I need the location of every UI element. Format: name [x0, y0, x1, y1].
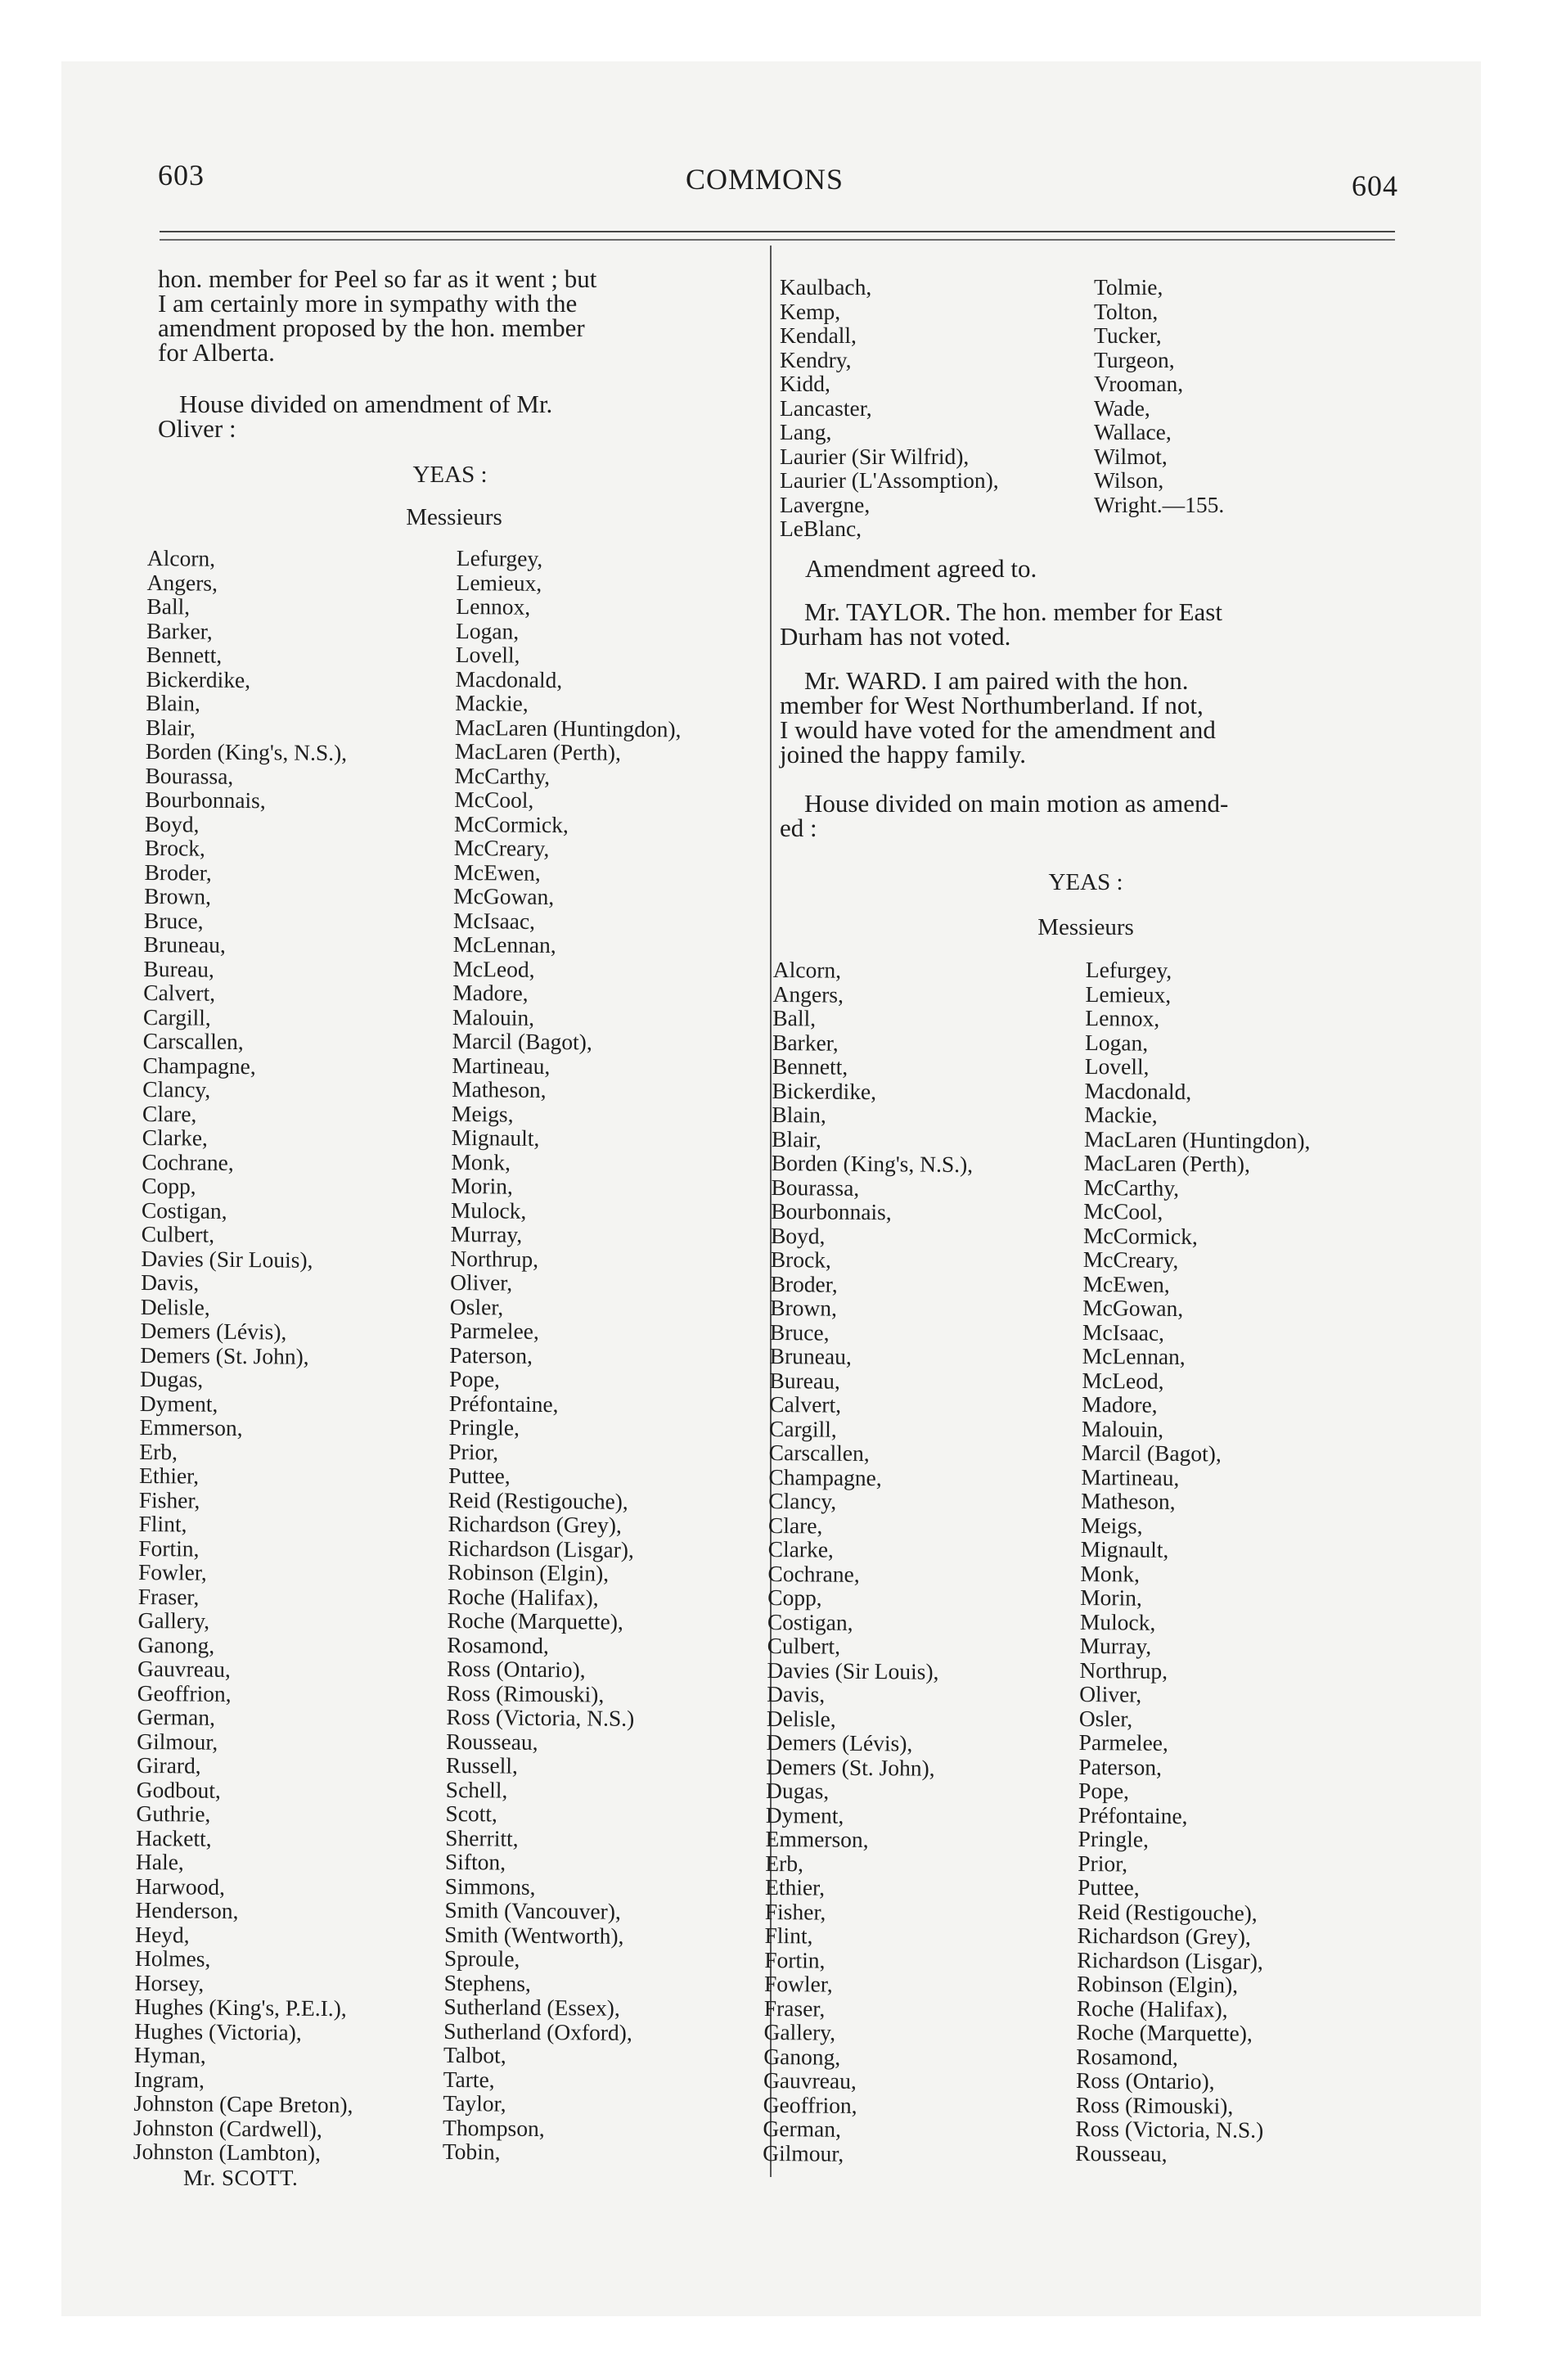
- member-name: Gallery,: [763, 2018, 836, 2045]
- member-name: Gilmour,: [137, 1728, 218, 1755]
- member-name: Schell,: [445, 1776, 508, 1803]
- member-name: Heyd,: [135, 1921, 190, 1948]
- member-name: Clarke,: [142, 1124, 209, 1151]
- yeas-list-col-b: [443, 546, 683, 2166]
- member-name: Roche (Halifax),: [1076, 1995, 1228, 2022]
- member-name: Lemieux,: [1085, 980, 1172, 1007]
- member-name: Morin,: [1080, 1584, 1142, 1611]
- member-name: Johnston (Cape Breton),: [133, 2089, 353, 2118]
- member-name: Rosamond,: [447, 1631, 549, 1658]
- member-name: Paterson,: [449, 1341, 533, 1368]
- member-name: Matheson,: [452, 1075, 547, 1102]
- member-name: Godbout,: [136, 1776, 222, 1803]
- member-name: Lovell,: [455, 641, 520, 668]
- member-name: Ross (Ontario),: [1075, 2067, 1215, 2094]
- paragraph-line: House divided on main motion as amend-: [804, 789, 1229, 818]
- member-name: Parmelee,: [449, 1317, 539, 1344]
- member-name: Cochrane,: [767, 1560, 860, 1587]
- member-name: Bennett,: [146, 641, 223, 668]
- member-name: Harwood,: [135, 1873, 226, 1900]
- header-rule-second: [160, 239, 1395, 241]
- member-name: Demers (Lévis),: [140, 1317, 287, 1345]
- member-name: McLeod,: [452, 955, 535, 982]
- yeas-continued-col-b: [1094, 275, 1224, 516]
- member-name: Logan,: [455, 617, 520, 644]
- member-name: McEwen,: [1082, 1270, 1170, 1297]
- member-name: Fraser,: [137, 1583, 200, 1610]
- member-name: Meigs,: [1080, 1512, 1143, 1539]
- member-name: Martineau,: [452, 1052, 551, 1079]
- member-name: Richardson (Grey),: [448, 1510, 623, 1538]
- member-name: Malouin,: [1081, 1415, 1164, 1442]
- page-number-right: 604: [1352, 169, 1398, 202]
- member-name: Dugas,: [765, 1777, 830, 1804]
- member-name: McCreary,: [1082, 1246, 1179, 1273]
- member-name: Vrooman,: [1094, 371, 1184, 396]
- member-name: Carscallen,: [142, 1027, 244, 1055]
- member-name: Dyment,: [765, 1801, 844, 1828]
- member-name: Richardson (Lisgar),: [1077, 1946, 1264, 1974]
- member-name: McGowan,: [453, 882, 555, 910]
- member-name: Madore,: [452, 979, 529, 1006]
- member-name: Bickerdike,: [146, 665, 251, 692]
- member-name: Marcil (Bagot),: [1081, 1439, 1222, 1467]
- member-name: Kendall,: [780, 322, 857, 348]
- member-name: Parmelee,: [1078, 1729, 1168, 1756]
- taylor-paragraph: [780, 597, 1397, 651]
- paragraph-line: joined the happy family.: [780, 740, 1027, 769]
- member-name: Guthrie,: [136, 1800, 211, 1827]
- member-name: Culbert,: [141, 1220, 215, 1247]
- member-name: Northrup,: [1079, 1657, 1168, 1684]
- member-name: Calvert,: [143, 979, 216, 1006]
- member-name: Scott,: [445, 1800, 498, 1827]
- member-name: Champagne,: [768, 1463, 882, 1490]
- member-name: McCool,: [454, 786, 534, 813]
- member-name: Puttee,: [448, 1462, 511, 1489]
- member-name: Brock,: [770, 1246, 832, 1273]
- member-name: Flint,: [764, 1922, 813, 1949]
- member-name: Lang,: [780, 419, 832, 444]
- member-name: McGowan,: [1082, 1294, 1184, 1322]
- member-name: Lennox,: [1085, 1004, 1160, 1031]
- member-name: Pringle,: [448, 1413, 520, 1440]
- member-name: Roche (Marquette),: [1076, 2018, 1253, 2046]
- member-name: LeBlanc,: [780, 516, 862, 541]
- page-number-left: 603: [158, 159, 205, 192]
- member-name: Barker,: [146, 617, 213, 644]
- member-name: Angers,: [772, 980, 844, 1007]
- member-name: Ganong,: [137, 1631, 215, 1658]
- member-name: Prior,: [1078, 1850, 1128, 1876]
- member-name: Marcil (Bagot),: [452, 1027, 592, 1055]
- member-name: Lennox,: [456, 593, 531, 620]
- member-name: McCormick,: [453, 810, 569, 837]
- member-name: Oliver,: [1079, 1680, 1142, 1707]
- paragraph-line: hon. member for Peel so far as it went ; but: [158, 264, 597, 293]
- member-name: Logan,: [1084, 1029, 1149, 1056]
- member-name: Costigan,: [767, 1608, 853, 1635]
- member-name: Kaulbach,: [780, 274, 872, 300]
- member-name: Kidd,: [780, 371, 830, 396]
- member-name: Erb,: [765, 1850, 804, 1876]
- member-name: Martineau,: [1081, 1463, 1180, 1490]
- member-name: Macdonald,: [455, 665, 563, 692]
- member-name: Holmes,: [134, 1945, 211, 1972]
- member-name: Wallace,: [1094, 419, 1172, 444]
- member-name: Boyd,: [144, 810, 200, 837]
- member-name: Bourassa,: [771, 1174, 860, 1201]
- paragraph-line: amendment proposed by the hon. member: [158, 313, 585, 342]
- member-name: Roche (Marquette),: [447, 1607, 624, 1634]
- member-name: Hale,: [135, 1848, 184, 1875]
- member-name: Sherritt,: [445, 1824, 519, 1851]
- ward-paragraph: [780, 666, 1397, 769]
- member-name: Champagne,: [142, 1052, 256, 1079]
- main-motion-yeas-col-a: [763, 958, 974, 2166]
- member-name: McCarthy,: [1083, 1174, 1180, 1201]
- amendment-agreed: Amendment agreed to.: [805, 554, 1037, 583]
- member-name: Sutherland (Essex),: [443, 1993, 620, 2021]
- member-name: Fraser,: [763, 1995, 826, 2022]
- member-name: Robinson (Elgin),: [447, 1558, 610, 1586]
- member-name: Broder,: [770, 1270, 838, 1297]
- member-name: Johnston (Lambton),: [133, 2138, 322, 2166]
- member-name: Gauvreau,: [763, 2067, 857, 2094]
- messieurs-heading: Messieurs: [406, 504, 502, 530]
- member-name: Bureau,: [769, 1367, 840, 1394]
- main-motion-yeas-col-b: [1075, 958, 1312, 2166]
- member-name: Ross (Victoria, N.S.): [1075, 2115, 1264, 2143]
- member-name: Turgeon,: [1094, 346, 1175, 372]
- member-name: Kemp,: [780, 298, 841, 324]
- member-name: Gilmour,: [763, 2139, 844, 2166]
- member-name: Brock,: [144, 834, 206, 861]
- member-name: Flint,: [138, 1510, 187, 1537]
- paragraph-line: Durham has not voted.: [780, 622, 1011, 651]
- member-name: German,: [763, 2115, 842, 2142]
- member-name: Blair,: [145, 714, 196, 741]
- member-name: Bruneau,: [769, 1342, 852, 1369]
- member-name: McLennan,: [452, 931, 556, 958]
- member-name: Mackie,: [455, 689, 529, 716]
- member-name: Clare,: [767, 1512, 823, 1539]
- member-name: Sutherland (Oxford),: [443, 2017, 632, 2045]
- member-name: Bourassa,: [145, 762, 234, 789]
- member-name: Costigan,: [141, 1197, 227, 1224]
- member-name: Calvert,: [769, 1391, 842, 1418]
- member-name: McLeod,: [1082, 1367, 1164, 1394]
- member-name: Ross (Rimouski),: [446, 1679, 605, 1707]
- member-name: Boyd,: [770, 1222, 826, 1249]
- member-name: Cargill,: [142, 1003, 211, 1030]
- member-name: Ross (Victoria, N.S.): [446, 1703, 635, 1731]
- member-name: Wright.—155.: [1094, 491, 1225, 517]
- member-name: Copp,: [142, 1172, 196, 1199]
- member-name: Rousseau,: [1075, 2139, 1168, 2166]
- member-name: MacLaren (Perth),: [454, 737, 622, 765]
- member-name: Reid (Restigouche),: [1077, 1898, 1258, 1926]
- member-name: Sifton,: [444, 1848, 506, 1875]
- member-name: Hyman,: [133, 2041, 206, 2068]
- member-name: Tucker,: [1094, 322, 1162, 348]
- member-name: Smith (Wentworth),: [444, 1921, 624, 1949]
- paragraph-line: Oliver :: [158, 414, 236, 443]
- member-name: Talbot,: [443, 2041, 506, 2068]
- member-name: Demers (St. John),: [766, 1753, 935, 1781]
- member-name: Macdonald,: [1084, 1077, 1192, 1104]
- yeas-list-col-a: [133, 546, 367, 2166]
- member-name: Horsey,: [134, 1969, 205, 1996]
- member-name: Clancy,: [142, 1075, 211, 1102]
- member-name: Laurier (L'Assomption),: [780, 467, 999, 493]
- paragraph-line: Mr. WARD. I am paired with the hon.: [804, 666, 1189, 695]
- member-name: Ethier,: [138, 1462, 200, 1489]
- member-name: Lovell,: [1084, 1053, 1150, 1080]
- member-name: Ross (Ontario),: [446, 1655, 586, 1683]
- member-name: Ball,: [146, 593, 191, 620]
- member-name: Davis,: [767, 1680, 826, 1707]
- member-name: Madore,: [1082, 1391, 1158, 1418]
- member-name: Davies (Sir Louis),: [141, 1245, 313, 1273]
- member-name: Oliver,: [450, 1269, 513, 1296]
- main-motion-paragraph: [780, 791, 1397, 841]
- member-name: Pringle,: [1078, 1825, 1150, 1852]
- member-name: Mulock,: [1079, 1608, 1156, 1635]
- member-name: Fisher,: [764, 1898, 826, 1925]
- member-name: Demers (Lévis),: [766, 1729, 913, 1756]
- member-name: Brown,: [144, 882, 212, 909]
- member-name: MacLaren (Huntingdon),: [1083, 1125, 1311, 1153]
- member-name: Lancaster,: [780, 394, 872, 421]
- member-name: Alcorn,: [146, 545, 216, 571]
- member-name: Lefurgey,: [456, 545, 543, 571]
- member-name: Cochrane,: [142, 1148, 234, 1175]
- yeas-heading-main-motion: YEAS :: [1048, 869, 1123, 895]
- member-name: MacLaren (Perth),: [1083, 1149, 1251, 1177]
- member-name: Monk,: [1080, 1560, 1141, 1587]
- yeas-continued-col-a: [780, 275, 999, 541]
- paragraph-line: member for West Northumberland. If not,: [780, 691, 1204, 719]
- member-name: Morin,: [451, 1172, 513, 1199]
- messieurs-heading-main-motion: Messieurs: [1037, 914, 1134, 940]
- member-name: Bruneau,: [143, 931, 226, 958]
- member-name: Bourbonnais,: [145, 786, 266, 814]
- signature-mr-scott: Mr. SCOTT.: [183, 2166, 299, 2190]
- member-name: Northrup,: [450, 1245, 539, 1272]
- member-name: McCreary,: [453, 834, 550, 862]
- member-name: Richardson (Lisgar),: [448, 1535, 635, 1562]
- member-name: Murray,: [1079, 1632, 1152, 1659]
- member-name: Lefurgey,: [1085, 957, 1172, 983]
- member-name: Borden (King's, N.S.),: [771, 1149, 974, 1178]
- member-name: Blain,: [772, 1101, 826, 1128]
- member-name: Fowler,: [763, 1970, 833, 1997]
- member-name: Meigs,: [451, 1100, 514, 1127]
- member-name: Taylor,: [443, 2089, 506, 2116]
- member-name: Borden (King's, N.S.),: [145, 737, 348, 766]
- member-name: Bickerdike,: [772, 1077, 877, 1104]
- paragraph-line: ed :: [780, 814, 817, 842]
- member-name: Rosamond,: [1076, 2043, 1178, 2070]
- yeas-heading: YEAS :: [412, 462, 488, 488]
- member-name: Sproule,: [443, 1945, 520, 1972]
- member-name: Reid (Restigouche),: [448, 1486, 628, 1514]
- member-name: Girard,: [136, 1751, 201, 1778]
- member-name: Fowler,: [137, 1558, 207, 1585]
- member-name: Delisle,: [140, 1293, 210, 1320]
- member-name: Lavergne,: [780, 491, 871, 517]
- member-name: Paterson,: [1078, 1753, 1163, 1780]
- member-name: Demers (St. John),: [140, 1341, 309, 1369]
- member-name: Préfontaine,: [1078, 1801, 1188, 1828]
- member-name: Prior,: [448, 1438, 499, 1464]
- member-name: Mignault,: [451, 1124, 540, 1151]
- member-name: Geoffrion,: [763, 2091, 857, 2118]
- member-name: Dyment,: [139, 1390, 218, 1417]
- member-name: Gallery,: [137, 1607, 210, 1634]
- member-name: Clancy,: [768, 1487, 837, 1514]
- member-name: Robinson (Elgin),: [1076, 1970, 1239, 1998]
- member-name: Delisle,: [766, 1705, 836, 1732]
- member-name: Alcorn,: [772, 957, 842, 983]
- member-name: Ingram,: [133, 2066, 205, 2093]
- member-name: Johnston (Cardwell),: [133, 2114, 322, 2142]
- member-name: Emmerson,: [139, 1413, 243, 1441]
- member-name: Pope,: [448, 1365, 501, 1392]
- member-name: Tolton,: [1094, 298, 1159, 324]
- member-name: Smith (Vancouver),: [444, 1896, 621, 1924]
- member-name: Kendry,: [780, 346, 852, 372]
- member-name: McCarthy,: [454, 762, 551, 789]
- member-name: Henderson,: [135, 1896, 239, 1924]
- member-name: Rousseau,: [446, 1728, 538, 1755]
- member-name: Malouin,: [452, 1003, 535, 1030]
- running-header-title: COMMONS: [686, 163, 844, 196]
- member-name: Carscallen,: [768, 1439, 870, 1467]
- member-name: Blair,: [771, 1125, 821, 1152]
- member-name: Puttee,: [1077, 1873, 1140, 1900]
- member-name: Mackie,: [1084, 1101, 1158, 1128]
- member-name: Osler,: [449, 1293, 504, 1320]
- member-name: Gauvreau,: [137, 1655, 231, 1682]
- member-name: Richardson (Grey),: [1077, 1922, 1252, 1950]
- member-name: Erb,: [139, 1438, 178, 1464]
- member-name: Davies (Sir Louis),: [767, 1657, 939, 1684]
- member-name: McCormick,: [1082, 1222, 1198, 1249]
- member-name: Fortin,: [764, 1946, 826, 1973]
- paragraph-line: Mr. TAYLOR. The hon. member for East: [804, 597, 1222, 626]
- member-name: Fortin,: [138, 1535, 200, 1562]
- paragraph-line: House divided on amendment of Mr.: [179, 390, 553, 418]
- member-name: Broder,: [144, 859, 212, 886]
- member-name: Emmerson,: [765, 1825, 869, 1853]
- member-name: McLennan,: [1082, 1342, 1186, 1370]
- member-name: Mulock,: [450, 1197, 527, 1224]
- member-name: Angers,: [146, 569, 218, 596]
- member-name: Copp,: [767, 1584, 822, 1611]
- member-name: Fisher,: [138, 1486, 200, 1513]
- member-name: McIsaac,: [452, 907, 536, 934]
- member-name: Roche (Halifax),: [447, 1583, 599, 1611]
- member-name: Davis,: [141, 1269, 200, 1296]
- header-rule: [160, 231, 1395, 232]
- member-name: Blain,: [146, 689, 200, 716]
- member-name: Geoffrion,: [137, 1679, 232, 1706]
- member-name: Hackett,: [136, 1824, 212, 1851]
- member-name: Hughes (Victoria),: [134, 2017, 302, 2045]
- member-name: Russell,: [445, 1751, 518, 1778]
- member-name: Préfontaine,: [448, 1390, 559, 1417]
- member-name: Monk,: [451, 1148, 511, 1175]
- member-name: Thompson,: [443, 2114, 545, 2141]
- member-name: Ethier,: [764, 1873, 826, 1900]
- member-name: Wilmot,: [1094, 443, 1168, 469]
- member-name: Hughes (King's, P.E.I.),: [134, 1993, 347, 2022]
- member-name: Wilson,: [1094, 467, 1164, 493]
- member-name: Clare,: [142, 1100, 197, 1127]
- member-name: Wade,: [1094, 394, 1150, 421]
- member-name: Murray,: [450, 1220, 523, 1247]
- member-name: Culbert,: [767, 1632, 841, 1659]
- member-name: Cargill,: [768, 1415, 837, 1442]
- division-paragraph: [158, 392, 759, 441]
- member-name: Clarke,: [767, 1535, 835, 1562]
- member-name: Dugas,: [139, 1365, 204, 1392]
- member-name: Simmons,: [444, 1873, 536, 1900]
- member-name: Laurier (Sir Wilfrid),: [780, 443, 970, 469]
- member-name: Ross (Rimouski),: [1075, 2091, 1234, 2119]
- member-name: German,: [137, 1703, 216, 1730]
- member-name: Ganong,: [763, 2043, 841, 2070]
- member-name: Matheson,: [1081, 1487, 1176, 1514]
- member-name: Tobin,: [442, 2138, 501, 2165]
- member-name: Bruce,: [769, 1318, 830, 1346]
- member-name: McCool,: [1083, 1197, 1163, 1224]
- member-name: Bourbonnais,: [771, 1197, 892, 1225]
- paragraph-line: I am certainly more in sympathy with the: [158, 289, 578, 318]
- member-name: Tolmie,: [1094, 274, 1163, 300]
- member-name: Brown,: [770, 1294, 838, 1321]
- member-name: Pope,: [1078, 1777, 1130, 1804]
- intro-paragraph: [158, 264, 759, 367]
- member-name: McIsaac,: [1082, 1318, 1165, 1346]
- member-name: MacLaren (Huntingdon),: [454, 714, 682, 741]
- member-name: Lemieux,: [456, 569, 542, 596]
- member-name: Bennett,: [772, 1053, 848, 1080]
- member-name: Stephens,: [443, 1969, 532, 1996]
- member-name: Bureau,: [143, 955, 214, 982]
- member-name: McEwen,: [453, 859, 541, 886]
- paragraph-line: for Alberta.: [158, 338, 275, 367]
- member-name: Ball,: [772, 1004, 817, 1031]
- paragraph-line: I would have voted for the amendment and: [780, 715, 1216, 744]
- member-name: Osler,: [1078, 1705, 1133, 1732]
- member-name: Barker,: [772, 1029, 839, 1056]
- member-name: Tarte,: [443, 2066, 495, 2092]
- member-name: Bruce,: [143, 907, 204, 934]
- member-name: Mignault,: [1080, 1535, 1169, 1562]
